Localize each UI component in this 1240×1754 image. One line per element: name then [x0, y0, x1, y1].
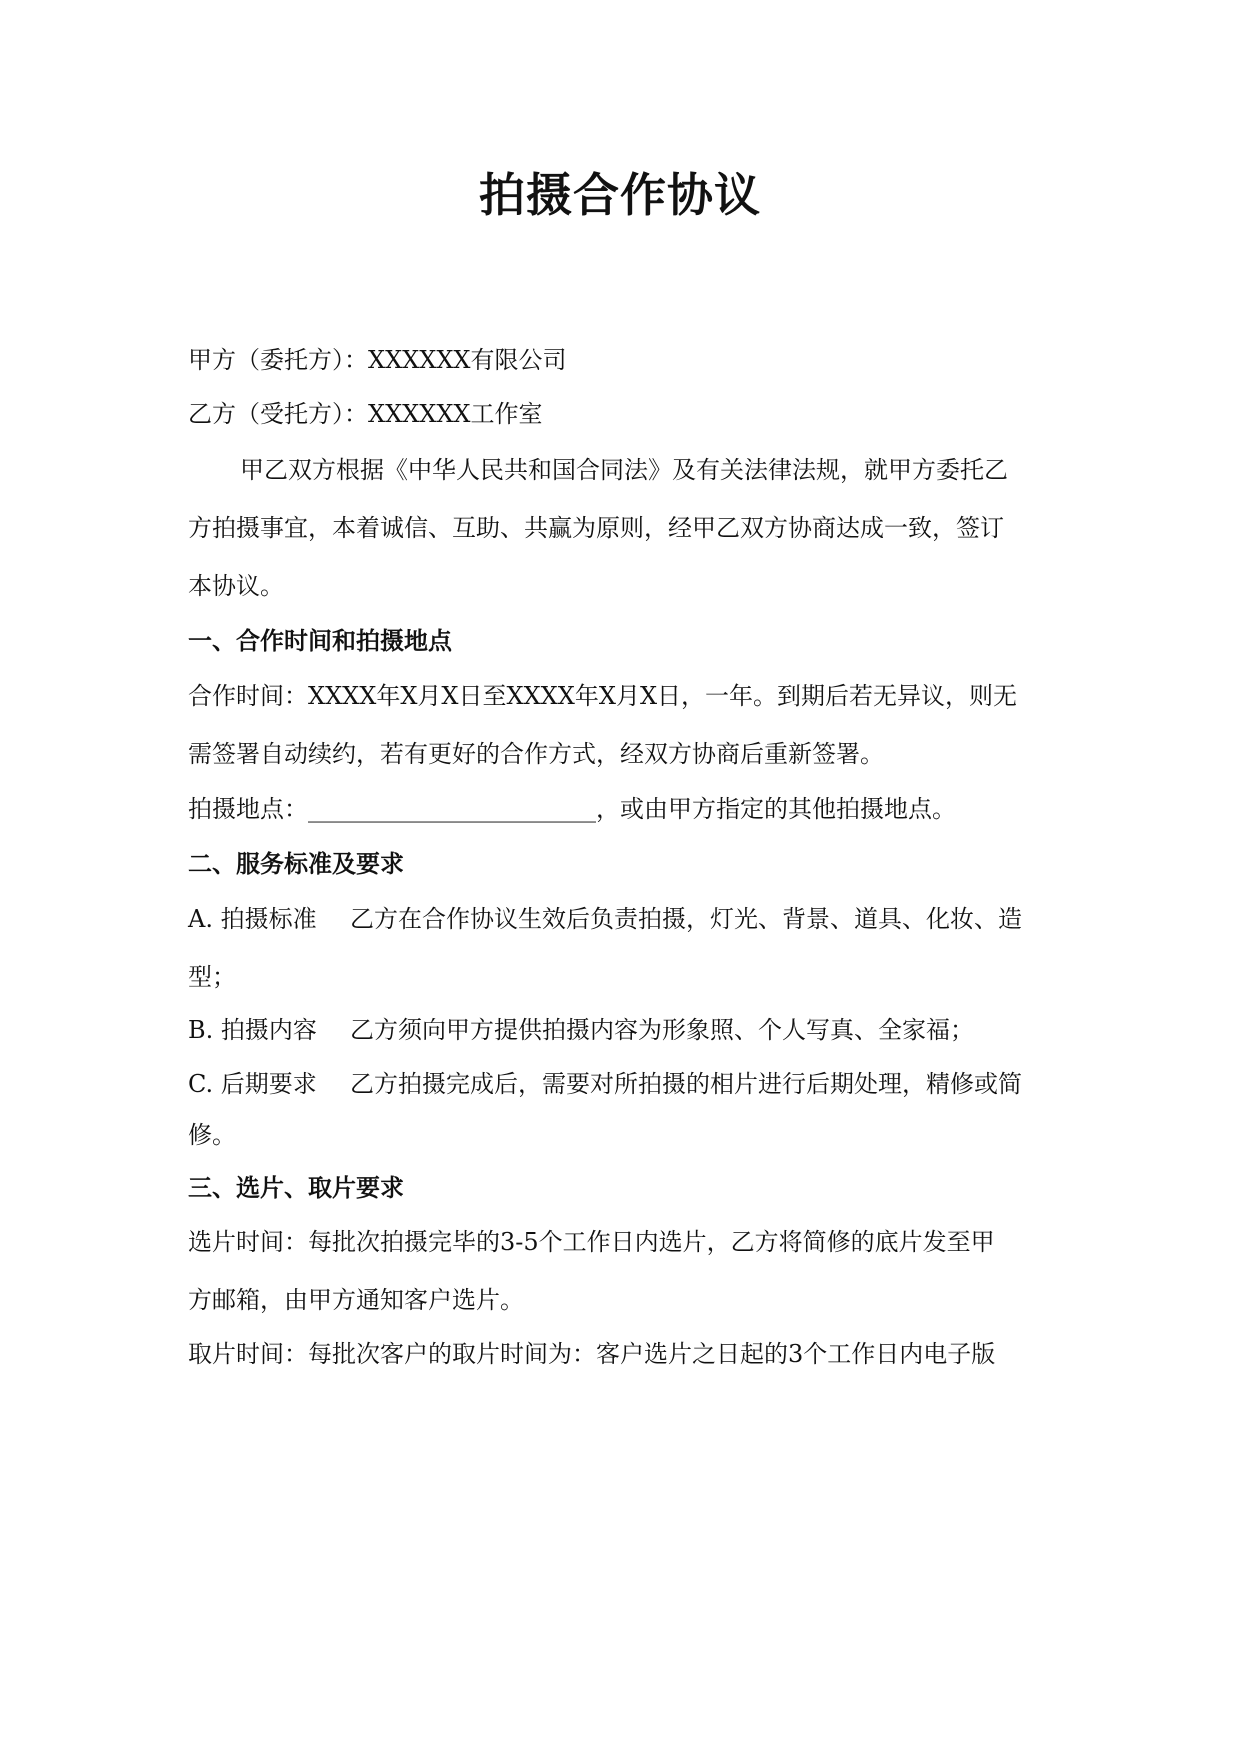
party-a: 甲方（委托方）：XXXXXX有限公司	[188, 346, 567, 374]
item-b-text: 乙方须向甲方提供拍摄内容为形象照、个人写真、全家福；	[350, 1016, 974, 1044]
section-3-heading: 三、选片、取片要求	[188, 1174, 404, 1202]
section-3-line-2: 方邮箱，由甲方通知客户选片。	[188, 1286, 524, 1314]
item-a-label: A. 拍摄标准	[188, 905, 317, 933]
item-c-text: 乙方拍摄完成后，需要对所拍摄的相片进行后期处理，精修或简	[350, 1070, 1022, 1098]
party-b: 乙方（受托方）：XXXXXX工作室	[188, 400, 543, 428]
section-2-item-b	[188, 1013, 1060, 1047]
document-title: 拍摄合作协议	[479, 168, 761, 222]
section-2-item-a-continuation: 型；	[188, 963, 236, 991]
item-b-label: B. 拍摄内容	[188, 1016, 317, 1044]
item-a-text: 乙方在合作协议生效后负责拍摄，灯光、背景、道具、化妆、造	[350, 905, 1022, 933]
intro-line-1: 甲乙双方根据《中华人民共和国合同法》及有关法律法规，就甲方委托乙	[240, 456, 1008, 484]
section-3-line-1: 选片时间：每批次拍摄完毕的3-5个工作日内选片，乙方将简修的底片发至甲	[188, 1228, 995, 1256]
section-1-line-3: 拍摄地点：________________________，或由甲方指定的其他拍摄地点。	[188, 795, 956, 823]
section-2-item-c-continuation: 修。	[188, 1121, 236, 1149]
intro-line-3: 本协议。	[188, 572, 284, 600]
section-1-line-1: 合作时间：XXXX年X月X日至XXXX年X月X日，一年。到期后若无异议，则无	[188, 682, 1018, 710]
section-1-line-2: 需签署自动续约，若有更好的合作方式，经双方协商后重新签署。	[188, 740, 884, 768]
section-1-heading: 一、合作时间和拍摄地点	[188, 627, 452, 655]
intro-line-2: 方拍摄事宜，本着诚信、互助、共赢为原则，经甲乙双方协商达成一致，签订	[188, 514, 1004, 542]
section-2-heading: 二、服务标准及要求	[188, 850, 404, 878]
item-c-label: C. 后期要求	[188, 1070, 317, 1098]
section-3-line-3: 取片时间：每批次客户的取片时间为：客户选片之日起的3个工作日内电子版	[188, 1340, 996, 1368]
section-2-item-a	[188, 902, 1060, 936]
section-2-item-c	[188, 1067, 1060, 1101]
